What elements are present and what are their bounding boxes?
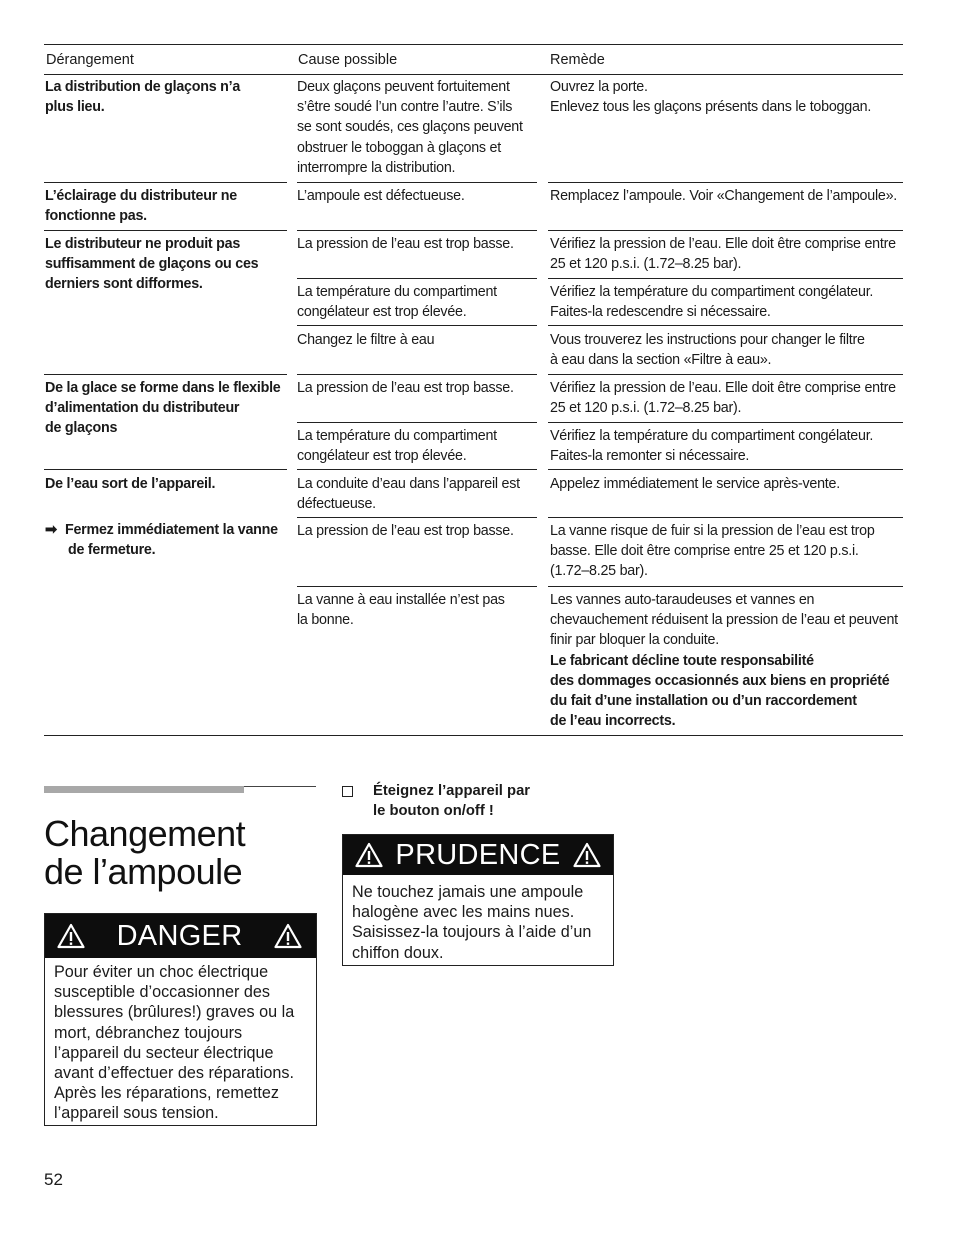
problem-cell: La distribution de glaçons n’a plus lieu. <box>45 79 241 116</box>
cause-cell: La pression de l’eau est trop basse. <box>297 380 514 396</box>
danger-header <box>45 914 316 958</box>
row-divider <box>548 517 903 518</box>
row-divider <box>44 230 287 231</box>
problem-cell: Le distributeur ne produit pas suffisamment de glaçons ou ces derniers sont difformes. <box>45 236 259 293</box>
row-divider <box>297 325 537 326</box>
remedy-cell: Vérifiez la pression de l’eau. Elle doit être comprise entre 25 et 120 p.s.i. (1.72–8.25 bar). <box>550 380 896 417</box>
step-instruction: Éteignez l’appareil par le bouton on/off ! <box>342 781 530 821</box>
caution-box <box>342 834 614 966</box>
danger-text: Pour éviter un choc électrique susceptible d’occasionner des blessures (brûlures!) graves ou la mort, débranchez toujours l’appareil du secteur électrique avant d’effectuer des réparations. Après les réparations, remettez l’appareil sous tension. <box>54 963 295 1123</box>
table-header <box>44 44 903 75</box>
remedy-cell: Vérifiez la température du compartiment congélateur. Faites-la redescendre si nécessaire. <box>550 284 874 321</box>
cause-cell: La vanne à eau installée n’est pas la bonne. <box>297 592 505 629</box>
row-divider <box>548 278 903 279</box>
remedy-cell: Appelez immédiatement le service après-vente. <box>550 476 840 492</box>
cause-cell: La température du compartiment congélateur est trop élevée. <box>297 284 497 321</box>
row-divider <box>548 422 903 423</box>
cause-cell: Deux glaçons peuvent fortuitement s’être soudé l’un contre l’autre. S’ils se sont soudés, ces glaçons peuvent obstruer le toboggan à glaçons et interrompre la distribution. <box>297 79 523 176</box>
row-divider <box>297 469 537 470</box>
danger-label: DANGER <box>116 919 243 952</box>
problem-cell: De l’eau sort de l’appareil. <box>45 476 216 492</box>
header-problem: Dérangement <box>46 52 134 68</box>
row-divider <box>297 422 537 423</box>
remedy-cell: Vous trouverez les instructions pour changer le filtre à eau dans la section «Filtre à eau». <box>550 332 865 369</box>
cause-cell: La pression de l’eau est trop basse. <box>297 523 514 539</box>
row-divider <box>297 182 537 183</box>
remedy-cell: Vérifiez la pression de l’eau. Elle doit être comprise entre 25 et 120 p.s.i. (1.72–8.25 bar). <box>550 236 896 273</box>
section-title: Changement de l’ampoule <box>44 813 246 892</box>
caution-header <box>343 835 613 875</box>
row-divider <box>548 325 903 326</box>
action-note: ➡ Fermez immédiatement la vanne de fermeture. <box>45 522 278 559</box>
danger-box <box>44 913 317 1126</box>
warning-triangle-icon <box>274 923 302 949</box>
row-divider <box>297 374 537 375</box>
row-divider <box>297 230 537 231</box>
section-rule-thin <box>244 786 316 787</box>
row-divider <box>297 517 537 518</box>
cause-cell: L’ampoule est défectueuse. <box>297 188 465 204</box>
row-divider <box>548 230 903 231</box>
caution-text: Ne touchez jamais une ampoule halogène avec les mains nues. Saisissez-la toujours à l’aide d’un chiffon doux. <box>352 883 592 962</box>
row-divider <box>297 586 537 587</box>
row-divider <box>44 374 287 375</box>
row-divider <box>548 182 903 183</box>
remedy-cell: Remplacez l’ampoule. Voir «Changement de l’ampoule». <box>550 188 898 204</box>
header-remedy: Remède <box>550 52 605 68</box>
problem-cell: De la glace se forme dans le flexible d’alimentation du distributeur de glaçons <box>45 380 281 437</box>
remedy-cell: Les vannes auto-taraudeuses et vannes en chevauchement réduisent la pression de l’eau et peuvent finir par bloquer la conduite. Le fabricant décline toute responsabilité des dommages occasionnés aux biens en propriété du fait d’une installation ou d’un raccordement de l’eau incorrects. <box>550 592 898 730</box>
row-divider <box>44 182 287 183</box>
cause-cell: La température du compartiment congélateur est trop élevée. <box>297 428 497 465</box>
cause-cell: Changez le filtre à eau <box>297 332 435 348</box>
row-divider <box>548 374 903 375</box>
caution-label: PRUDENCE <box>395 838 561 871</box>
row-divider <box>297 278 537 279</box>
table-bottom-rule <box>44 735 903 736</box>
remedy-cell: Ouvrez la porte. Enlevez tous les glaçons présents dans le toboggan. <box>550 79 872 116</box>
row-divider <box>548 586 903 587</box>
remedy-cell: Vérifiez la température du compartiment congélateur. Faites-la remonter si nécessaire. <box>550 428 874 465</box>
row-divider <box>44 469 287 470</box>
arrow-right-icon: ➡ <box>45 522 57 538</box>
cause-cell: La conduite d’eau dans l’appareil est défectueuse. <box>297 476 520 513</box>
warning-triangle-icon <box>57 923 85 949</box>
row-divider <box>548 469 903 470</box>
warning-triangle-icon <box>355 842 383 868</box>
warning-triangle-icon <box>573 842 601 868</box>
section-rule <box>44 786 244 793</box>
header-cause: Cause possible <box>298 52 398 68</box>
checkbox-icon <box>342 786 353 797</box>
remedy-cell: La vanne risque de fuir si la pression de l’eau est trop basse. Elle doit être comprise entre 25 et 120 p.s.i. (1.72–8.25 bar). <box>550 523 875 580</box>
problem-cell: L’éclairage du distributeur ne fonctionne pas. <box>45 188 237 225</box>
page-number: 52 <box>44 1170 63 1189</box>
cause-cell: La pression de l’eau est trop basse. <box>297 236 514 252</box>
